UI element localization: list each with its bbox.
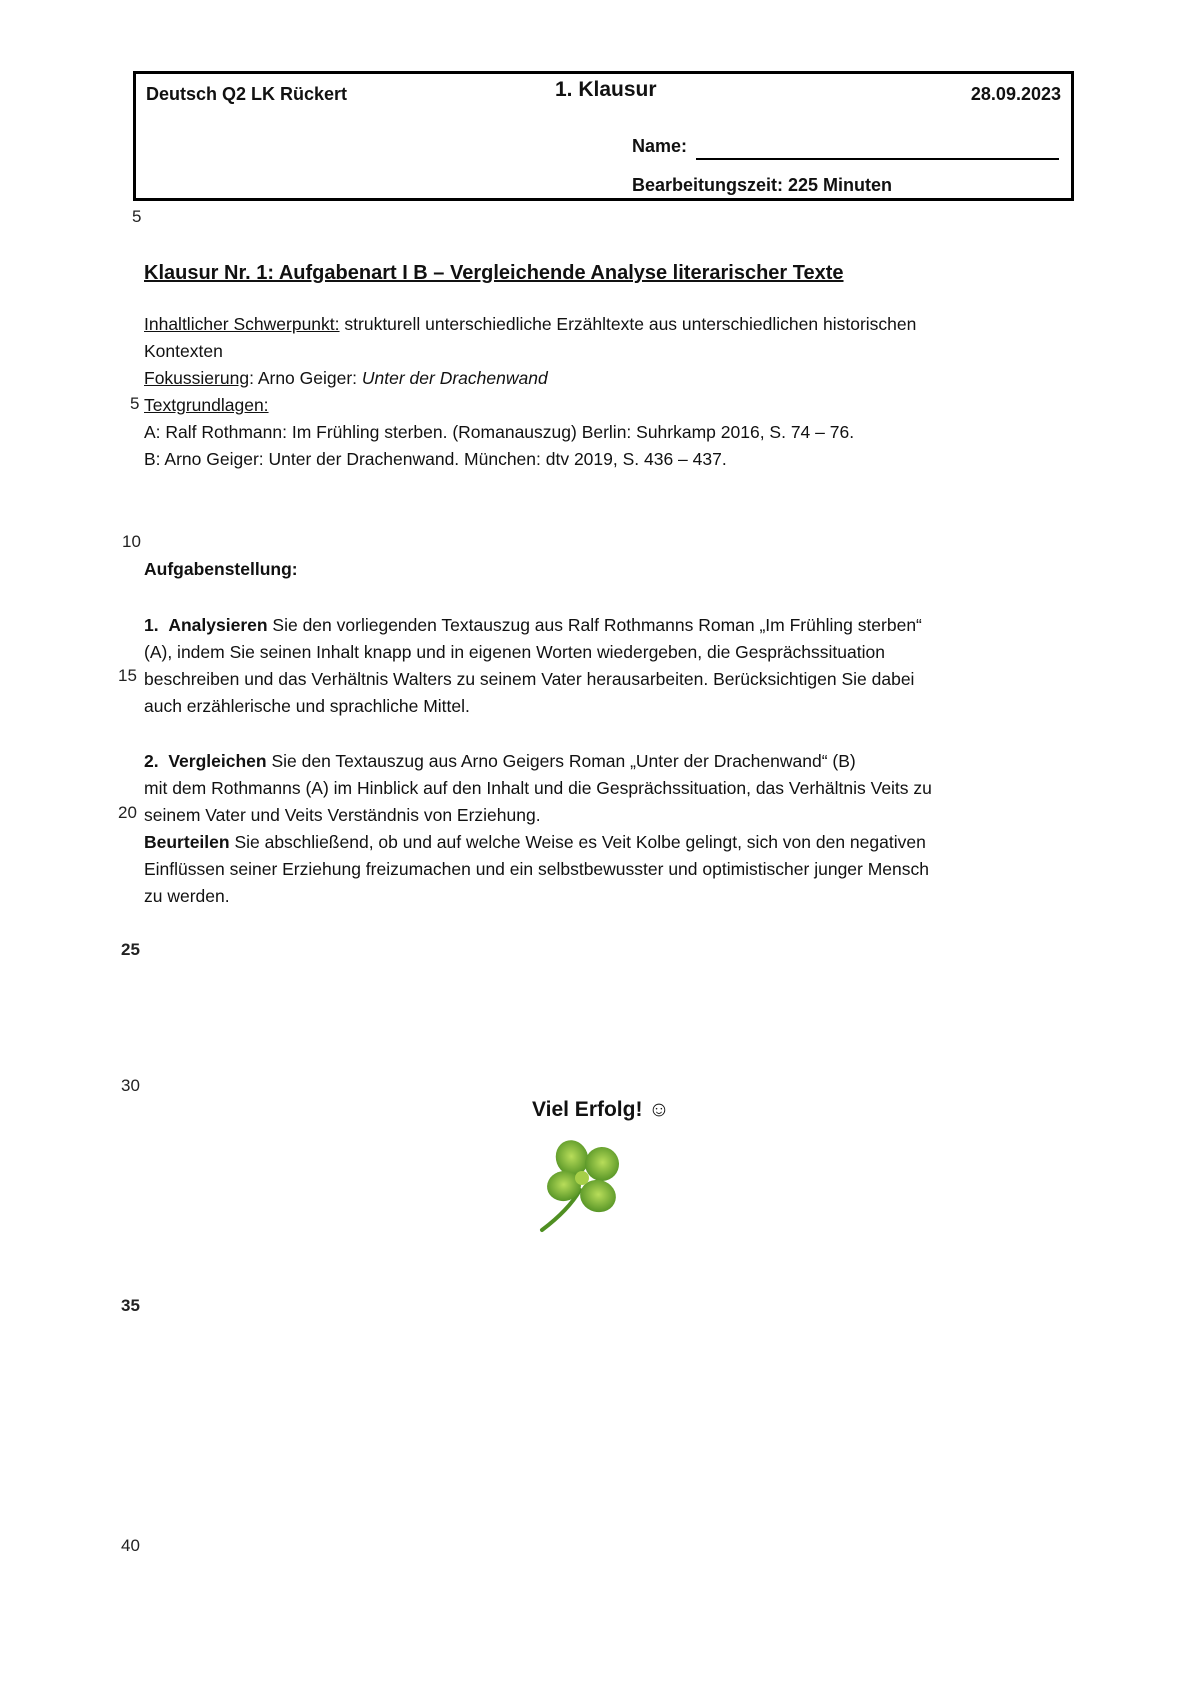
line-number: 30 <box>121 1076 140 1095</box>
task-2-line: Sie den Textauszug aus Arno Geigers Roman „Unter der Drachenwand“ (B) <box>266 751 856 771</box>
name-field-line[interactable] <box>696 158 1059 160</box>
line-number: 5 <box>130 394 140 413</box>
name-label: Name: <box>632 136 688 156</box>
content-focus-text: strukturell unterschiedliche Erzähltexte aus unterschiedlichen historischen <box>339 314 917 334</box>
text-basis-a: A: Ralf Rothmann: Im Frühling sterben. (Romanauszug) Berlin: Suhrkamp 2016, S. 74 – 76. <box>144 422 855 442</box>
four-leaf-clover-icon <box>538 1138 630 1234</box>
content-focus-label: Inhaltlicher Schwerpunkt: <box>144 314 340 334</box>
task-1-verb: Analysieren <box>168 615 268 635</box>
exam-header-box <box>133 71 1074 201</box>
task-2-number: 2. <box>144 751 159 771</box>
exam-number: 1. Klausur <box>555 78 657 101</box>
line-number: 10 <box>122 532 141 551</box>
line-number: 25 <box>121 940 140 959</box>
task-1-line: beschreiben und das Verhältnis Walters zu seinem Vater herausarbeiten. Berücksichtigen Sie dabei <box>144 669 915 689</box>
focus-text: : Arno Geiger: <box>249 368 362 388</box>
text-basis-b: B: Arno Geiger: Unter der Drachenwand. München: dtv 2019, S. 436 – 437. <box>144 449 727 469</box>
task-2-line: mit dem Rothmanns (A) im Hinblick auf den Inhalt und die Gesprächssituation, das Verhältnis Veits zu <box>144 778 932 798</box>
task-heading: Aufgabenstellung: <box>144 559 298 579</box>
task-2-line: Einflüssen seiner Erziehung freizumachen und ein selbstbewusster und optimistischer junger Mensch <box>144 859 929 879</box>
line-number: 15 <box>118 666 137 685</box>
exam-date: 28.09.2023 <box>970 84 1061 104</box>
good-luck-message: Viel Erfolg! ☺ <box>532 1098 670 1121</box>
exam-title: Klausur Nr. 1: Aufgabenart I B – Vergleichende Analyse literarischer Texte <box>144 262 844 284</box>
course-label: Deutsch Q2 LK Rückert <box>146 84 348 104</box>
task-1-line: auch erzählerische und sprachliche Mittel. <box>144 696 470 716</box>
line-number: 5 <box>132 207 142 226</box>
task-2-verb-evaluate: Beurteilen <box>144 832 230 852</box>
focus-work: Unter der Drachenwand <box>361 368 548 388</box>
content-focus-text-cont: Kontexten <box>144 341 223 361</box>
focus-line <box>144 365 548 392</box>
task-2-line: Sie abschließend, ob und auf welche Weise es Veit Kolbe gelingt, sich von den negativen <box>229 832 926 852</box>
task-1 <box>144 612 922 720</box>
task-1-line: (A), indem Sie seinen Inhalt knapp und in eigenen Worten wiedergeben, die Gesprächssituation <box>144 642 885 662</box>
content-focus <box>144 311 916 365</box>
text-basis-label: Textgrundlagen: <box>144 395 269 415</box>
task-1-line: Sie den vorliegenden Textauszug aus Ralf Rothmanns Roman „Im Frühling sterben“ <box>267 615 922 635</box>
working-time: Bearbeitungszeit: 225 Minuten <box>632 175 893 195</box>
line-number: 20 <box>118 803 137 822</box>
line-number: 40 <box>121 1536 140 1555</box>
focus-label: Fokussierung <box>144 368 250 388</box>
task-2 <box>144 748 932 910</box>
line-number: 35 <box>121 1296 140 1315</box>
task-2-line: zu werden. <box>144 886 230 906</box>
task-2-verb: Vergleichen <box>168 751 267 771</box>
task-1-number: 1. <box>144 615 159 635</box>
task-2-line: seinem Vater und Veits Verständnis von Erziehung. <box>144 805 541 825</box>
text-basis <box>144 392 854 473</box>
